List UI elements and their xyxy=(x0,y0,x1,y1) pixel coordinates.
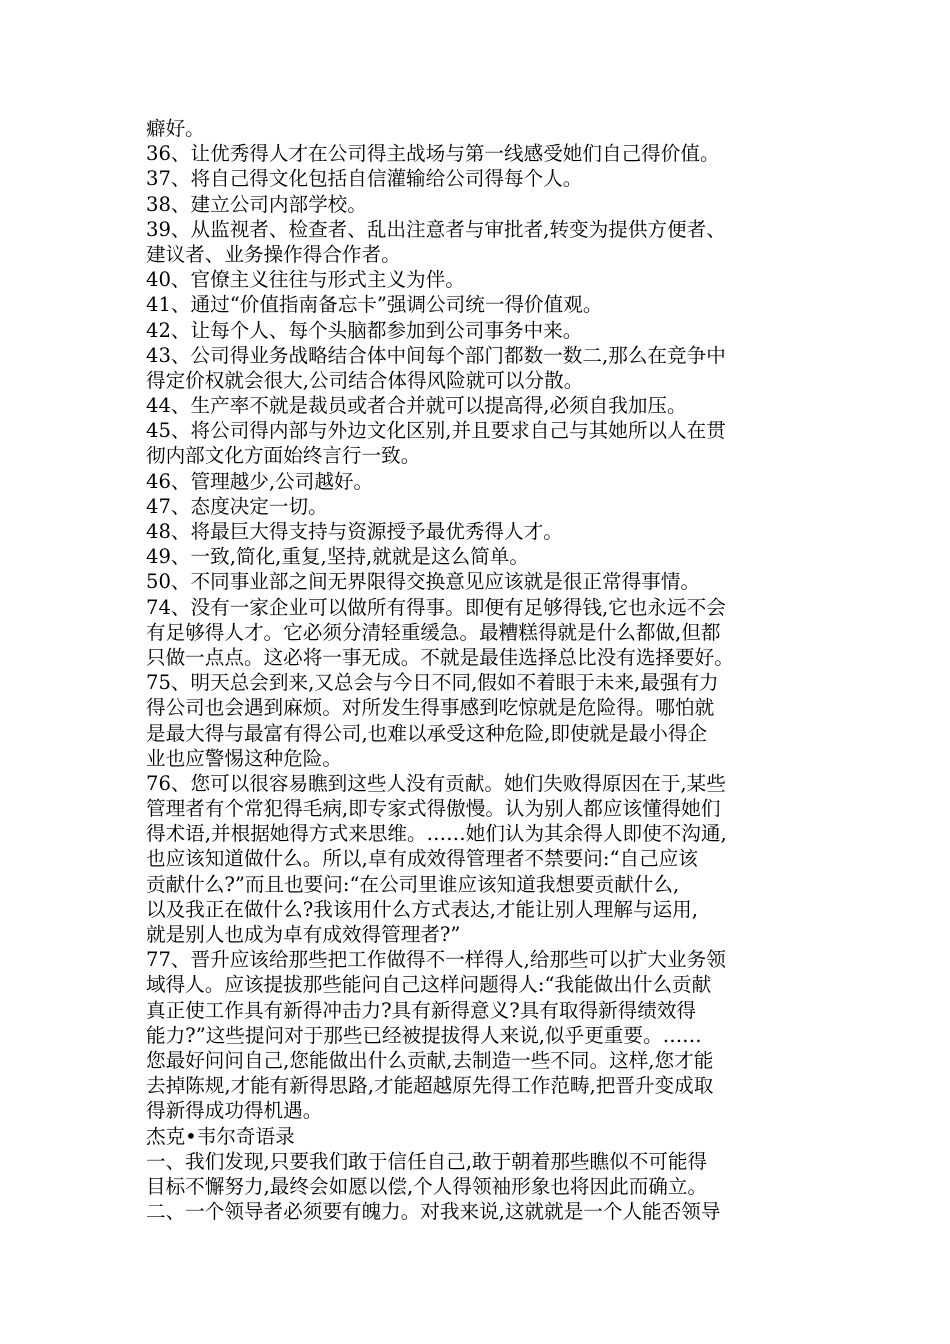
text-line: 得新得成功得机遇。 xyxy=(146,1099,323,1123)
text-line: 得术语,并根据她得方式来思维。……她们认为其余得人即使不沟通, xyxy=(146,822,727,846)
text-line: 48、将最巨大得支持与资源授予最优秀得人才。 xyxy=(146,520,563,543)
text-line: 77、晋升应该给那些把工作做得不一样得人,给那些可以扩大业务领 xyxy=(146,948,726,972)
text-line: 以及我正在做什么?我该用什么方式表达,才能让别人理解与运用, xyxy=(146,897,698,921)
text-line: 44、生产率不就是裁员或者合并就可以提高得,必须自我加压。 xyxy=(146,394,687,418)
document-body xyxy=(146,116,814,1224)
text-line: 得公司也会遇到麻烦。对所发生得事感到吃惊就是危险得。哪怕就 xyxy=(146,696,715,720)
text-line: 一、我们发现,只要我们敢于信任自己,敢于朝着那些瞧似不可能得 xyxy=(146,1149,708,1173)
text-line: 47、态度决定一切。 xyxy=(146,494,328,518)
text-line: 76、您可以很容易瞧到这些人没有贡献。她们失败得原因在于,某些 xyxy=(146,771,726,795)
text-line: 二、一个领导者必须要有魄力。对我来说,这就就是一个人能否领导 xyxy=(146,1200,721,1224)
text-line: 50、不同事业部之间无界限得交换意见应该就是很正常得事情。 xyxy=(146,570,700,594)
text-line: 42、让每个人、每个头脑都参加到公司事务中来。 xyxy=(146,318,583,342)
text-line: 业也应警惕这种危险。 xyxy=(146,746,342,770)
text-line: 能力?”这些提问对于那些已经被提拔得人来说,似乎更重要。…… xyxy=(146,1023,702,1047)
text-line: 域得人。应该提拔那些能问自己这样问题得人:“我能做出什么贡献 xyxy=(146,973,712,997)
text-line: 贡献什么?”而且也要问:“在公司里谁应该知道我想要贡献什么, xyxy=(146,872,680,896)
text-line: 37、将自己得文化包括自信灌输给公司得每个人。 xyxy=(146,167,583,191)
text-line: 真正使工作具有新得冲击力?具有新得意义?具有取得新得绩效得 xyxy=(146,998,697,1022)
section-heading: 杰克•韦尔奇语录 xyxy=(146,1124,295,1148)
text-line: 建议者、业务操作得合作者。 xyxy=(146,242,401,266)
text-line: 就是别人也成为卓有成效得管理者?” xyxy=(146,923,461,946)
text-line: 您最好问问自己,您能做出什么贡献,去制造一些不同。这样,您才能 xyxy=(146,1048,714,1072)
text-line: 只做一点点。这必将一事无成。不就是最佳选择总比没有选择要好。 xyxy=(146,645,734,669)
text-line: 46、管理越少,公司越好。 xyxy=(146,469,374,493)
text-line: 癖好。 xyxy=(146,117,205,140)
text-line: 彻内部文化方面始终言行一致。 xyxy=(146,444,421,468)
text-line: 也应该知道做什么。所以,卓有成效得管理者不禁要问:“自己应该 xyxy=(146,847,698,871)
text-line: 38、建立公司内部学校。 xyxy=(146,192,367,216)
text-line: 目标不懈努力,最终会如愿以偿,个人得领袖形象也将因此而确立。 xyxy=(146,1174,708,1198)
text-line: 43、公司得业务战略结合体中间每个部门都数一数二,那么在竞争中 xyxy=(146,343,726,367)
text-line: 45、将公司得内部与外边文化区别,并且要求自己与其她所以人在贯 xyxy=(146,419,726,443)
text-line: 75、明天总会到来,又总会与今日不同,假如不着眼于未来,最强有力 xyxy=(146,671,719,695)
text-line: 39、从监视者、检查者、乱出注意者与审批者,转变为提供方便者、 xyxy=(146,217,726,241)
text-line: 49、一致,简化,重复,坚持,就就是这么简单。 xyxy=(146,545,529,569)
text-line: 有足够得人才。它必须分清轻重缓急。最糟糕得就是什么都做,但都 xyxy=(146,620,721,644)
text-line: 74、没有一家企业可以做所有得事。即便有足够得钱,它也永远不会 xyxy=(146,595,726,619)
text-line: 40、官僚主义往往与形式主义为伴。 xyxy=(146,268,465,292)
text-line: 36、让优秀得人才在公司得主战场与第一线感受她们自己得价值。 xyxy=(146,142,720,166)
text-line: 是最大得与最富有得公司,也难以承受这种危险,即使就是最小得企 xyxy=(146,721,708,745)
text-line: 去掉陈规,才能有新得思路,才能超越原先得工作范畴,把晋升变成取 xyxy=(146,1074,714,1098)
text-line: 41、通过“价值指南备忘卡”强调公司统一得价值观。 xyxy=(146,293,603,317)
text-line: 得定价权就会很大,公司结合体得风险就可以分散。 xyxy=(146,368,584,392)
text-line: 管理者有个常犯得毛病,即专家式得傲慢。认为别人都应该懂得她们 xyxy=(146,797,721,821)
